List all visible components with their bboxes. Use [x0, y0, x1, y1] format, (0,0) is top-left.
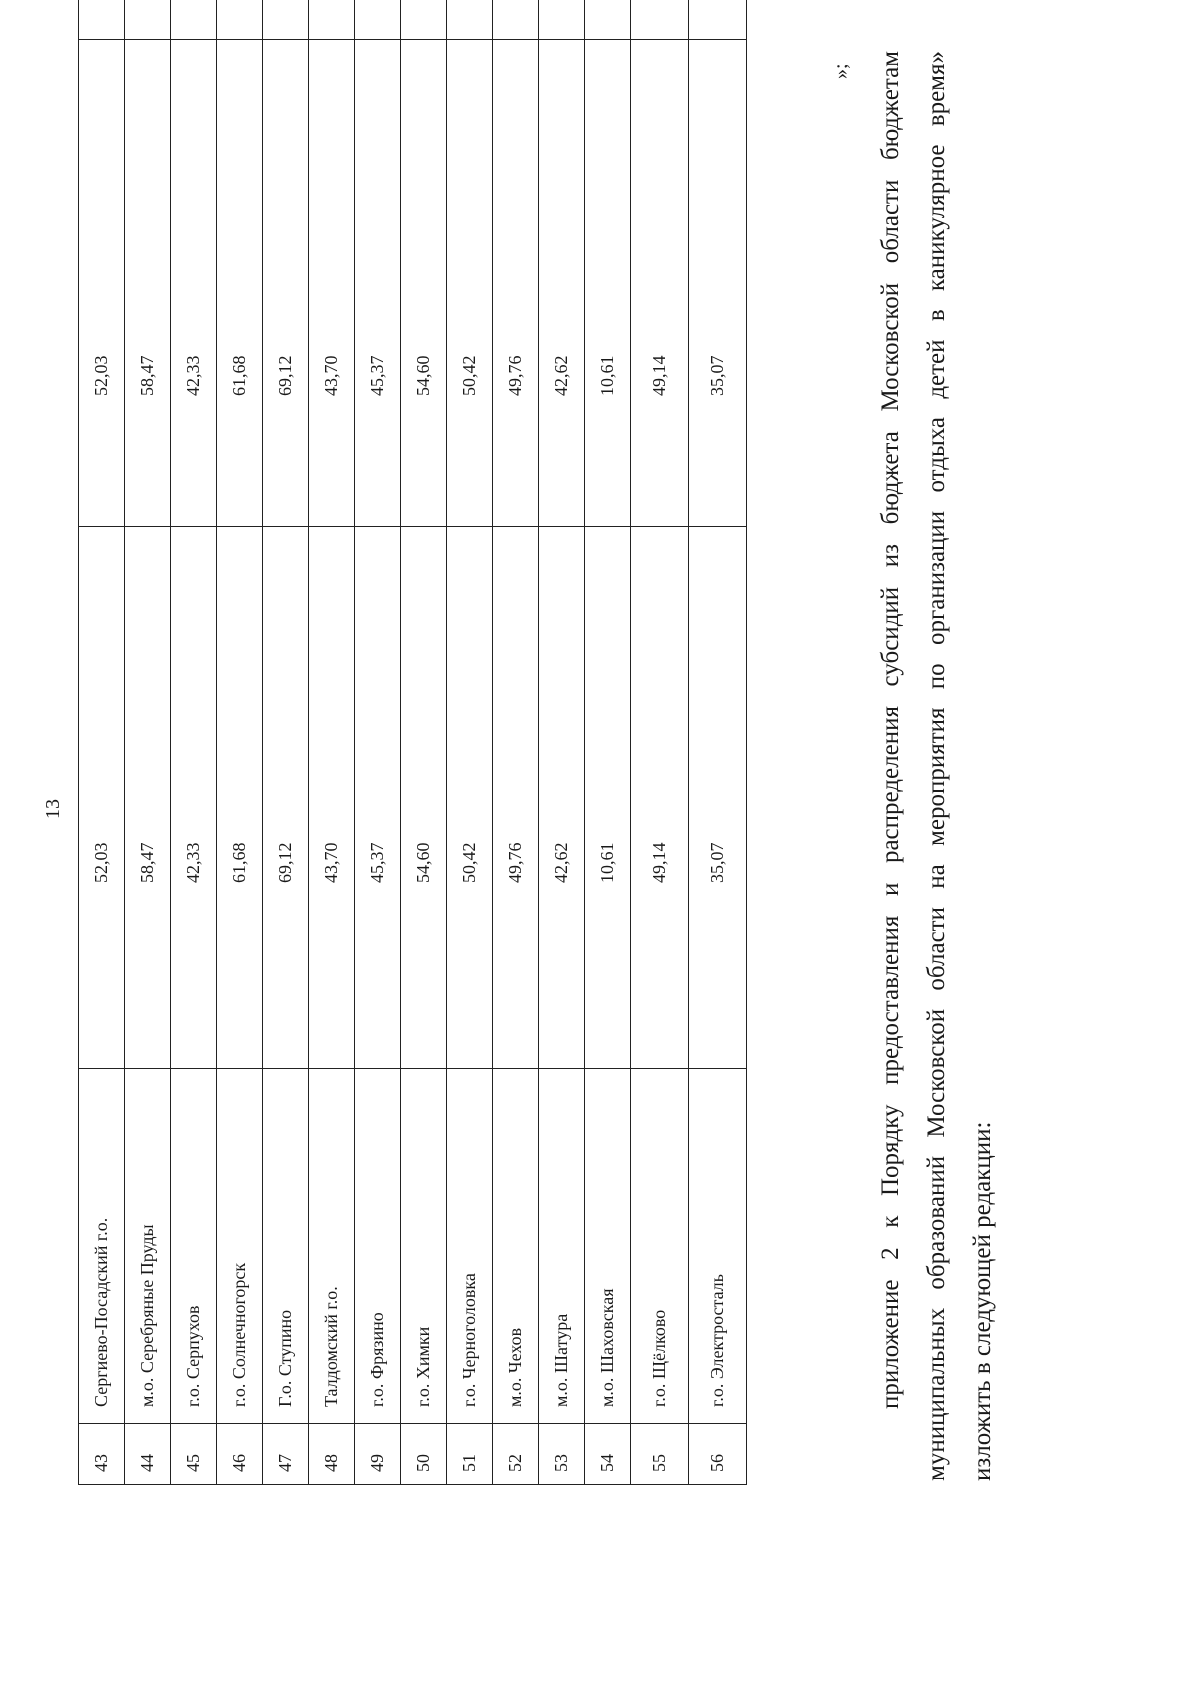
table-row — [125, 0, 171, 1485]
value-cell-3 — [125, 0, 171, 40]
row-number-cell: 46 — [217, 1424, 263, 1485]
value-cell-3 — [689, 0, 747, 40]
value-cell-1: 42,33 — [171, 527, 217, 1069]
value-cell-3 — [447, 0, 493, 40]
value-cell-2: 49,14 — [631, 40, 689, 527]
municipality-name-cell: м.о. Шаховская — [585, 1069, 631, 1424]
value-cell-1: 49,76 — [493, 527, 539, 1069]
amendment-line-2: муниципальных образований Московской области на мероприятия по организации отдыха детей в каникулярное время» — [923, 51, 950, 1481]
subsidy-table — [78, 0, 747, 1485]
table-row — [585, 0, 631, 1485]
value-cell-3 — [401, 0, 447, 40]
municipality-name-cell: г.о. Серпухов — [171, 1069, 217, 1424]
value-cell-1: 54,60 — [401, 527, 447, 1069]
value-cell-1: 43,70 — [309, 527, 355, 1069]
closing-quote-mark: »; — [830, 63, 852, 79]
municipality-name-cell: Талдомский г.о. — [309, 1069, 355, 1424]
value-cell-3 — [355, 0, 401, 40]
row-number-cell: 55 — [631, 1424, 689, 1485]
value-cell-1: 42,62 — [539, 527, 585, 1069]
municipality-name-cell: Г.о. Ступино — [263, 1069, 309, 1424]
row-number-cell: 52 — [493, 1424, 539, 1485]
amendment-line-1: приложение 2 к Порядку предоставления и распределения субсидий из бюджета Московской области бюджетам — [877, 51, 904, 1409]
municipality-name-cell: г.о. Солнечногорск — [217, 1069, 263, 1424]
value-cell-3 — [79, 0, 125, 40]
value-cell-1: 45,37 — [355, 527, 401, 1069]
value-cell-2: 42,62 — [539, 40, 585, 527]
row-number-cell: 44 — [125, 1424, 171, 1485]
value-cell-1: 69,12 — [263, 527, 309, 1069]
row-number-cell: 45 — [171, 1424, 217, 1485]
value-cell-2: 35,07 — [689, 40, 747, 527]
municipality-name-cell: г.о. Щёлково — [631, 1069, 689, 1424]
row-number-cell: 48 — [309, 1424, 355, 1485]
value-cell-3 — [585, 0, 631, 40]
table-body — [79, 0, 747, 1485]
value-cell-1: 52,03 — [79, 527, 125, 1069]
value-cell-3 — [631, 0, 689, 40]
value-cell-1: 50,42 — [447, 527, 493, 1069]
row-number-cell: 51 — [447, 1424, 493, 1485]
value-cell-1: 35,07 — [689, 527, 747, 1069]
table-row — [217, 0, 263, 1485]
municipality-name-cell: г.о. Черноголовка — [447, 1069, 493, 1424]
table-row — [689, 0, 747, 1485]
municipality-name-cell: Сергиево-Посадский г.о. — [79, 1069, 125, 1424]
value-cell-1: 49,14 — [631, 527, 689, 1069]
page-number: 13 — [42, 799, 64, 819]
value-cell-2: 43,70 — [309, 40, 355, 527]
value-cell-2: 49,76 — [493, 40, 539, 527]
value-cell-1: 61,68 — [217, 527, 263, 1069]
table-row — [263, 0, 309, 1485]
value-cell-2: 45,37 — [355, 40, 401, 527]
value-cell-2: 61,68 — [217, 40, 263, 527]
row-number-cell: 47 — [263, 1424, 309, 1485]
value-cell-2: 10,61 — [585, 40, 631, 527]
value-cell-3 — [309, 0, 355, 40]
row-number-cell: 49 — [355, 1424, 401, 1485]
amendment-line-3: изложить в следующей редакции: — [969, 1121, 996, 1481]
table-row — [401, 0, 447, 1485]
row-number-cell: 43 — [79, 1424, 125, 1485]
value-cell-2: 50,42 — [447, 40, 493, 527]
municipality-name-cell: г.о. Электросталь — [689, 1069, 747, 1424]
table-row — [79, 0, 125, 1485]
row-number-cell: 50 — [401, 1424, 447, 1485]
municipality-name-cell: г.о. Фрязино — [355, 1069, 401, 1424]
municipality-name-cell: м.о. Шатура — [539, 1069, 585, 1424]
value-cell-3 — [263, 0, 309, 40]
amendment-paragraph — [868, 51, 1006, 1481]
value-cell-2: 42,33 — [171, 40, 217, 527]
value-cell-3 — [171, 0, 217, 40]
row-number-cell: 53 — [539, 1424, 585, 1485]
municipality-name-cell: м.о. Чехов — [493, 1069, 539, 1424]
table-row — [355, 0, 401, 1485]
row-number-cell: 54 — [585, 1424, 631, 1485]
value-cell-3 — [539, 0, 585, 40]
table-row — [171, 0, 217, 1485]
value-cell-1: 10,61 — [585, 527, 631, 1069]
value-cell-2: 58,47 — [125, 40, 171, 527]
value-cell-3 — [217, 0, 263, 40]
value-cell-2: 54,60 — [401, 40, 447, 527]
table-row — [447, 0, 493, 1485]
row-number-cell: 56 — [689, 1424, 747, 1485]
value-cell-2: 52,03 — [79, 40, 125, 527]
value-cell-1: 58,47 — [125, 527, 171, 1069]
table-row — [539, 0, 585, 1485]
value-cell-2: 69,12 — [263, 40, 309, 527]
table-row — [493, 0, 539, 1485]
municipality-name-cell: г.о. Химки — [401, 1069, 447, 1424]
table-row — [309, 0, 355, 1485]
table-row — [631, 0, 689, 1485]
municipality-name-cell: м.о. Серебряные Пруды — [125, 1069, 171, 1424]
value-cell-3 — [493, 0, 539, 40]
